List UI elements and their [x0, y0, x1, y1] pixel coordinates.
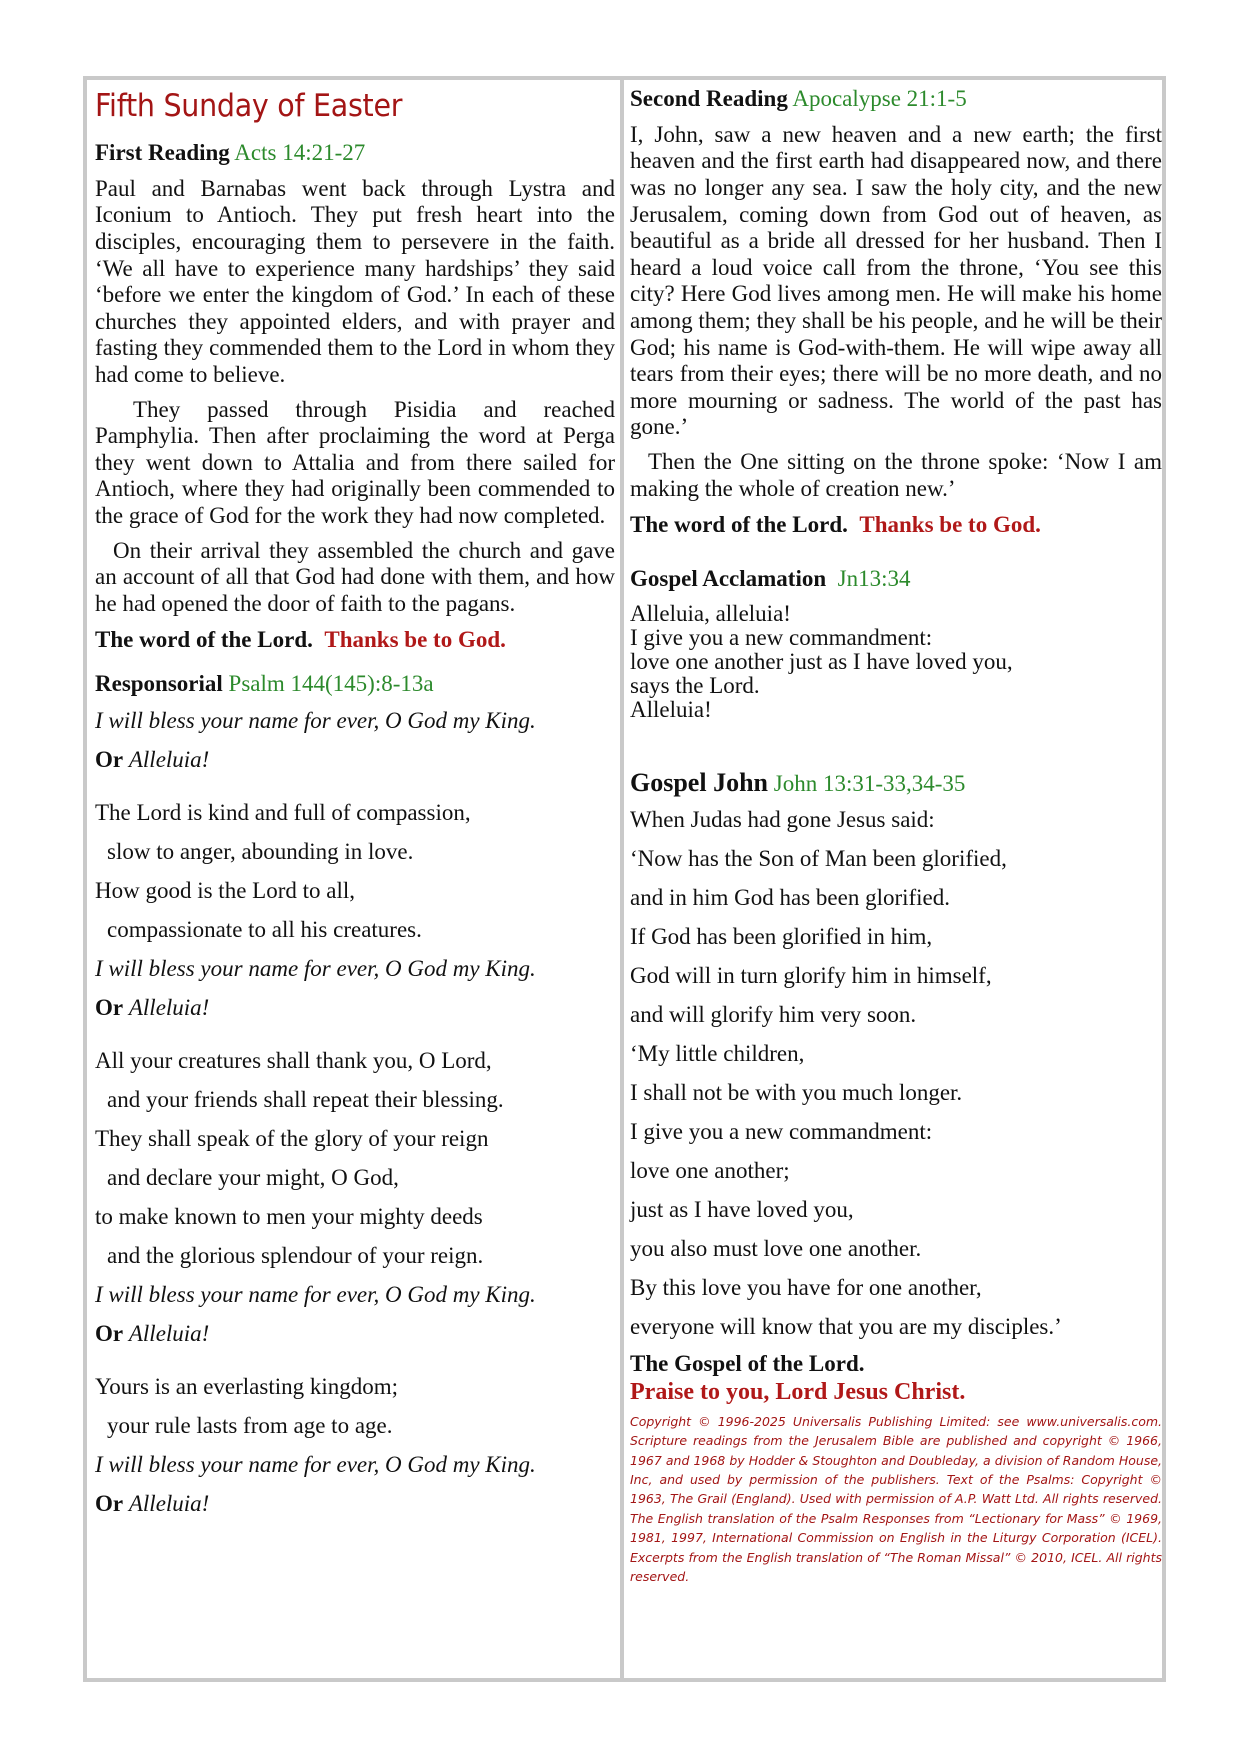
first-reading-ending — [95, 625, 615, 655]
gospel-ending — [630, 1350, 1162, 1406]
or-label: Or — [95, 747, 124, 773]
psalm-verse: and the glorious splendour of your reign. — [107, 1243, 484, 1269]
psalm-heading — [95, 669, 615, 699]
or-label: Or — [95, 1321, 124, 1347]
ending-text: The word of the Lord. — [630, 512, 848, 538]
ending-text: The Gospel of the Lord. — [630, 1350, 865, 1376]
first-reading-paragraph: Paul and Barnabas went back through Lystra and Iconium to Antioch. They put fresh heart into the disciples, encouraging them to persevere in the faith. ‘We all have to experience many hardships’ they said ‘before we enter the kingdom of God.’ In each of these churches they appointed elders, and with prayer and fasting they commended them to the Lord in whom they had come to believe. — [95, 175, 615, 388]
alt-response: Alleluia! — [128, 995, 210, 1021]
second-reading-paragraph: Then the One sitting on the throne spoke: ‘Now I am making the whole of creation new.’ — [630, 449, 1162, 501]
gospel-line: everyone will know that you are my disciples.’ — [630, 1313, 1062, 1339]
psalm-verse: slow to anger, abounding in love. — [107, 839, 414, 865]
second-reading-ending — [630, 510, 1162, 540]
psalm-verse: They shall speak of the glory of your reign — [95, 1126, 489, 1152]
first-reading-paragraph: They passed through Pisidia and reached Pamphylia. Then after proclaiming the word at Perga they went down to Attalia and from there sailed for Antioch, where they had originally been commended to the grace of God for the work they had now completed. — [95, 396, 615, 529]
gospel-line: By this love you have for one another, — [630, 1274, 982, 1300]
first-reading-heading — [95, 138, 615, 168]
second-reading-ref: Apocalypse 21:1-5 — [792, 86, 967, 111]
gospel-line: If God has been glorified in him, — [630, 923, 933, 949]
psalm-response: I will bless your name for ever, O God my King. — [95, 956, 536, 982]
ending-response: Thanks be to God. — [324, 627, 506, 653]
right-column — [630, 84, 1162, 1586]
psalm-verse: The Lord is kind and full of compassion, — [95, 800, 471, 826]
psalm-alt-response — [95, 1484, 615, 1523]
first-reading-label: First Reading — [95, 140, 230, 165]
psalm-verse: compassionate to all his creatures. — [107, 917, 422, 943]
gospel-line: love one another; — [630, 1157, 790, 1183]
psalm-label: Responsorial — [95, 671, 223, 697]
page-title: Fifth Sunday of Easter — [95, 88, 403, 124]
alt-response: Alleluia! — [128, 747, 210, 773]
ending-response: Thanks be to God. — [859, 512, 1041, 538]
gospel-line: God will in turn glorify him in himself, — [630, 962, 992, 988]
acclamation-ref: Jn13:34 — [837, 566, 911, 592]
acclamation-line: says the Lord. — [630, 672, 760, 698]
psalm-response: I will bless your name for ever, O God my King. — [95, 1282, 536, 1308]
gospel-line: you also must love one another. — [630, 1235, 922, 1261]
second-reading-heading — [630, 84, 1162, 114]
first-reading-ref: Acts 14:21-27 — [234, 140, 366, 165]
copyright-notice: Copyright © 1996-2025 Universalis Publishing Limited: see www.universalis.com. Scripture readings from the Jerusalem Bible are published and copyright © 1966, 1967 and 1968 by Hodder & Stoughton and Doubleday, a division of Random House, Inc, and used by permission of the publishers. Text of the Psalms: Copyright © 1963, The Grail (England). Used with permission of A.P. Watt Ltd. All rights reserved. The English translation of the Psalm Responses from “Lectionary for Mass” © 1969, 1981, 1997, International Commission on English in the Liturgy Corporation (ICEL). Excerpts from the English translation of “The Roman Missal” © 2010, ICEL. All rights reserved. — [630, 1413, 1162, 1585]
psalm-verse: your rule lasts from age to age. — [107, 1413, 393, 1439]
acclamation-label: Gospel Acclamation — [630, 566, 827, 592]
first-reading-paragraph: On their arrival they assembled the church and gave an account of all that God had done with them, and how he had opened the door of faith to the pagans. — [95, 537, 615, 616]
alt-response: Alleluia! — [128, 1491, 210, 1517]
or-label: Or — [95, 1491, 124, 1517]
psalm-verse: and your friends shall repeat their blessing. — [107, 1087, 504, 1113]
gospel-line: just as I have loved you, — [630, 1196, 854, 1222]
psalm-verse: and declare your might, O God, — [107, 1165, 399, 1191]
second-reading-paragraph: I, John, saw a new heaven and a new earth; the first heaven and the first earth had disappeared now, and there was no longer any sea. I saw the holy city, and the new Jerusalem, coming down from God out of heaven, as beautiful as a bride all dressed for her husband. Then I heard a loud voice call from the throne, ‘You see this city? Here God lives among men. He will make his home among them; they shall be his people, and he will be their God; his name is God-with-them. He will wipe away all tears from their eyes; there will be no more death, and no more mourning or sadness. The world of the past has gone.’ — [630, 121, 1162, 440]
ending-text: The word of the Lord. — [95, 627, 313, 653]
column-divider — [620, 76, 624, 1682]
gospel-line: ‘My little children, — [630, 1040, 805, 1066]
second-reading-label: Second Reading — [630, 86, 788, 111]
or-label: Or — [95, 995, 124, 1021]
gospel-line: and will glorify him very soon. — [630, 1001, 917, 1027]
alt-response: Alleluia! — [128, 1321, 210, 1347]
gospel-line: When Judas had gone Jesus said: — [630, 806, 935, 832]
acclamation-line: Alleluia, alleluia! — [630, 600, 791, 626]
gospel-line: ‘Now has the Son of Man been glorified, — [630, 845, 1007, 871]
acclamation-line: Alleluia! — [630, 696, 712, 722]
psalm-response: I will bless your name for ever, O God my King. — [95, 708, 536, 734]
psalm-alt-response — [95, 740, 615, 779]
psalm-alt-response — [95, 1314, 615, 1353]
gospel-label: Gospel John — [630, 767, 768, 797]
ending-response: Praise to you, Lord Jesus Christ. — [630, 1378, 966, 1405]
acclamation-line: I give you a new commandment: — [630, 624, 933, 650]
psalm-verse: All your creatures shall thank you, O Lord, — [95, 1048, 492, 1074]
gospel-line: I shall not be with you much longer. — [630, 1079, 963, 1105]
psalm-alt-response — [95, 988, 615, 1027]
acclamation-heading — [630, 564, 1162, 594]
left-column — [95, 82, 615, 1523]
psalm-verse: Yours is an everlasting kingdom; — [95, 1374, 399, 1400]
gospel-line: I give you a new commandment: — [630, 1118, 933, 1144]
psalm-verse: How good is the Lord to all, — [95, 878, 355, 904]
acclamation-line: love one another just as I have loved you, — [630, 648, 1013, 674]
gospel-ref: John 13:31-33,34-35 — [773, 770, 966, 796]
gospel-line: and in him God has been glorified. — [630, 884, 951, 910]
gospel-heading — [630, 766, 1162, 800]
psalm-ref: Psalm 144(145):8-13a — [228, 671, 434, 697]
psalm-verse: to make known to men your mighty deeds — [95, 1204, 483, 1230]
psalm-response: I will bless your name for ever, O God my King. — [95, 1452, 536, 1478]
